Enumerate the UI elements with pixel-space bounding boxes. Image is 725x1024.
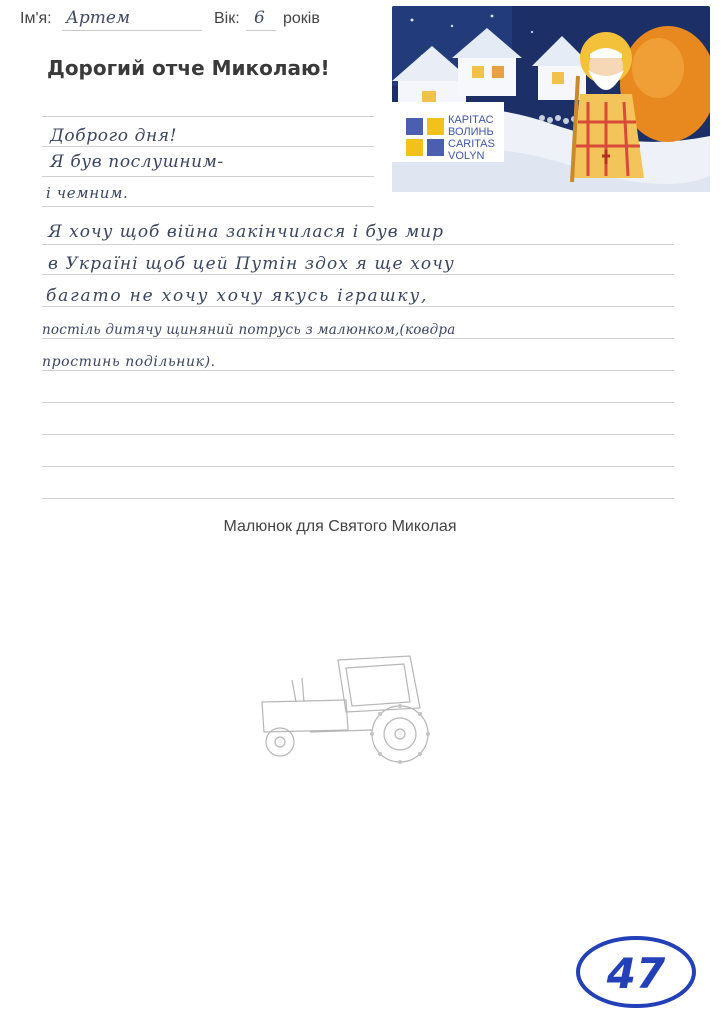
rule xyxy=(42,402,674,403)
age-underline xyxy=(246,30,276,31)
number-stamp xyxy=(572,930,702,1012)
letter-line: постіль дитячу щиняний потрусь з малюнком,(ковдра xyxy=(42,322,456,338)
letter-title: Дорогий отче Миколаю! xyxy=(47,56,330,80)
rule xyxy=(42,306,674,307)
letter-line: простинь подільник). xyxy=(42,354,216,370)
rule xyxy=(42,466,674,467)
stamp-number: 47 xyxy=(606,949,666,998)
name-underline xyxy=(62,30,202,31)
logo-line-1: КАРІТАС xyxy=(448,114,494,126)
letter-line: в Україні щоб цей Путін здох я ще хочу xyxy=(48,254,455,274)
age-value: 6 xyxy=(254,8,265,28)
age-unit: років xyxy=(283,10,320,27)
rule xyxy=(42,370,674,371)
letter-line: Доброго дня! xyxy=(50,126,178,146)
caritas-logo-text xyxy=(448,114,495,162)
letter-line: Я був послушним- xyxy=(50,152,224,172)
rule xyxy=(42,146,374,147)
drawing-caption: Малюнок для Святого Миколая xyxy=(223,518,457,535)
letter-line: багато не хочу хочу якусь іграшку, xyxy=(46,286,429,306)
st-nicholas-illustration xyxy=(392,6,710,192)
name-value: Артем xyxy=(66,8,131,28)
rule xyxy=(42,274,674,275)
logo-line-3: CARITAS xyxy=(448,138,495,150)
rule xyxy=(42,434,674,435)
rule xyxy=(42,244,674,245)
caritas-cross-icon xyxy=(406,118,444,156)
rule xyxy=(42,116,374,117)
illustration-art xyxy=(392,6,710,192)
tractor-drawing xyxy=(250,650,440,770)
logo-line-2: ВОЛИНЬ xyxy=(448,126,494,138)
letter-line: Я хочу щоб війна закінчилася і був мир xyxy=(48,222,445,242)
rule xyxy=(42,338,674,339)
age-label: Вік: xyxy=(214,10,240,27)
logo-line-4: VOLYN xyxy=(448,150,485,162)
rule xyxy=(42,206,374,207)
letter-line: і чемним. xyxy=(46,184,129,202)
rule xyxy=(42,498,674,499)
rule xyxy=(42,176,374,177)
name-label: Ім'я: xyxy=(20,10,52,27)
